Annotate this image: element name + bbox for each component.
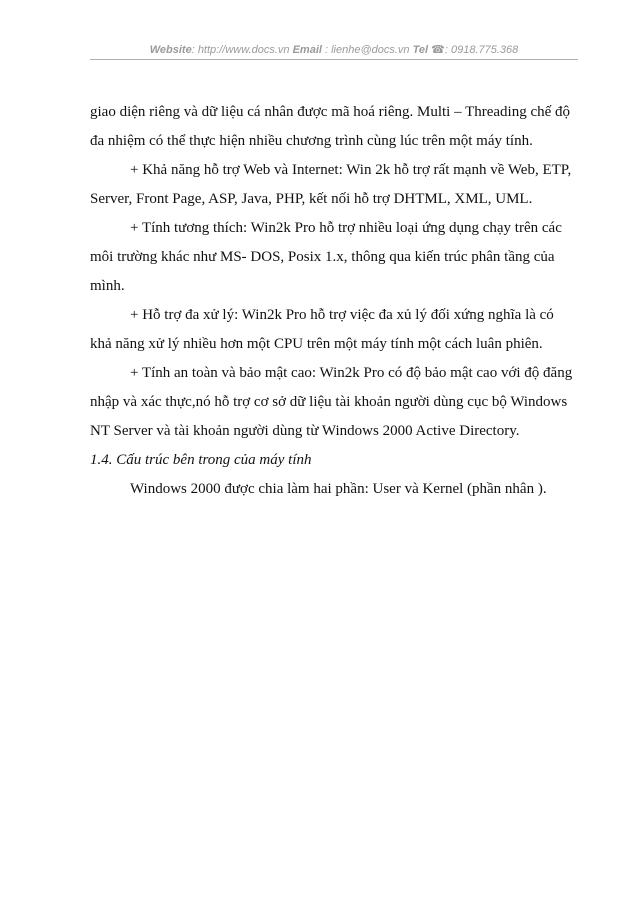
paragraph-web-support: + Khả năng hỗ trợ Web và Internet: Win 2k hỗ trợ rất mạnh về Web, ETP, Server, Front Page, ASP, Java, PHP, kết nối hỗ trợ DHTML, XML, UML. <box>90 162 572 207</box>
paragraph-compatibility: + Tính tương thích: Win2k Pro hỗ trợ nhiều loại ứng dụng chạy trên các môi trường khác như MS- DOS, Posix 1.x, thông qua kiến trúc phân tầng của mình. <box>90 220 562 294</box>
email-value: : lienhe@docs.vn <box>321 44 413 56</box>
paragraph-security: + Tính an toàn và bảo mật cao: Win2k Pro có độ bảo mật cao với độ đăng nhập và xác thực,nó hỗ trợ cơ sở dữ liệu tài khoản người dùng cục bộ Windows NT Server và tài khoản người dùng từ Windows 2000 Active Directory. <box>90 365 573 439</box>
header-divider <box>90 59 578 60</box>
website-value: : http://www.docs.vn <box>191 44 293 56</box>
page-header <box>90 43 578 56</box>
paragraph-structure: Windows 2000 được chia làm hai phần: User và Kernel (phần nhân ). <box>130 481 547 497</box>
tel-label: Tel <box>412 44 429 56</box>
email-label: Email <box>292 44 322 56</box>
paragraph-multiprocessing: + Hỗ trợ đa xử lý: Win2k Pro hỗ trợ việc đa xủ lý đối xứng nghĩa là có khả năng xử lý nhiều hơn một CPU trên một máy tính một cách luân phiên. <box>90 307 554 352</box>
document-body <box>90 98 578 504</box>
tel-value: ☎: 0918.775.368 <box>428 44 519 56</box>
website-label: Website <box>149 44 192 56</box>
section-heading: 1.4. Cấu trúc bên trong của máy tính <box>90 452 312 468</box>
paragraph-continuation: giao diện riêng và dữ liệu cá nhân được mã hoá riêng. Multi – Threading chế độ đa nhiệm có thể thực hiện nhiều chương trình cùng lúc trên một máy tính. <box>90 104 571 149</box>
